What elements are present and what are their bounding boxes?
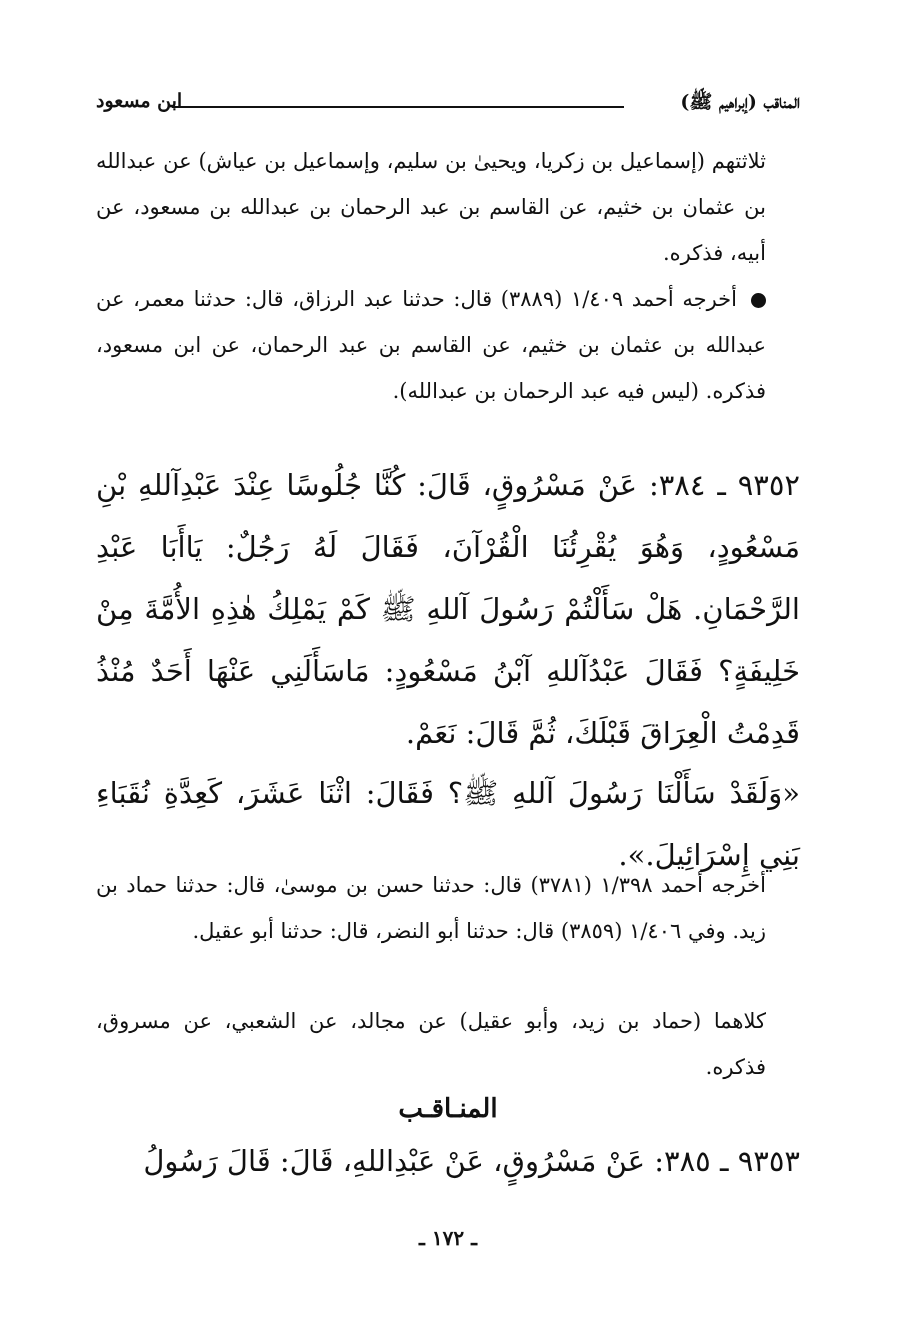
takhrij-paragraph (96, 276, 800, 414)
source-chain-paragraph: ثلاثتهم (إسماعيل بن زكريا، ويحيىٰ بن سليم، وإسماعيل بن عياش) عن عبدالله بن عثمان بن خثيم، عن القاسم بن عبد الرحمان بن عبدالله بن مسعود، عن أبيه، فذكره. (96, 149, 766, 265)
hadith-9353-text: ٩٣٥٣ ـ ٣٨٥: عَنْ مَسْرُوقٍ، عَنْ عَبْدِاللهِ، قَالَ: قَالَ رَسُولُ (143, 1144, 800, 1178)
takhrij-paragraph-2: أخرجه أحمد ١/٣٩٨ (٣٧٨١) قال: حدثنا حسن بن موسىٰ، قال: حدثنا حماد بن زيد. وفي ١/٤٠٦ (٣٨٥٩) قال: حدثنا أبو النضر، قال: حدثنا أبو عقيل. (96, 873, 766, 943)
bullet-icon (751, 293, 766, 308)
hadith-9352-text: ٩٣٥٢ ـ ٣٨٤: عَنْ مَسْرُوقٍ، قَالَ: كُنَّا جُلُوسًا عِنْدَ عَبْدِآللهِ بْنِ مَسْعُودٍ، وَهُوَ يُقْرِئُنَا الْقُرْآنَ، فَقَالَ لَهُ رَجُلٌ: يَاأَبَا عَبْدِ الرَّحْمَانِ. هَلْ سَأَلْتُمْ رَسُولَ آللهِ ﷺ كَمْ يَمْلِكُ هٰذِهِ الأُمَّةَ مِنْ خَلِيفَةٍ؟ فَقَالَ عَبْدُآللهِ آبْنُ مَسْعُودٍ: مَاسَأَلَنِي عَنْهَا أَحَدٌ مُنْذُ قَدِمْتُ الْعِرَاقَ قَبْلَكَ، ثُمَّ قَالَ: نَعَمْ. (96, 468, 801, 750)
page-number: ـ ١٧٢ ـ (419, 1226, 477, 1250)
isnad-summary-paragraph: كلاهما (حماد بن زيد، وأبو عقيل) عن مجالد، عن الشعبي، عن مسروق، فذكره. (96, 1009, 766, 1079)
header-chapter-title: ابن مسعود (96, 90, 183, 112)
hadith-9352-quote: «وَلَقَدْ سَأَلْنَا رَسُولَ آللهِ ﷺ؟ فَقَالَ: اثْنَا عَشَرَ، كَعِدَّةِ نُقَبَاءِ بَنِي إِسْرَائِيلَ.». (96, 776, 800, 872)
header-rule (172, 106, 624, 108)
header-section-title: المناقب (إبراهيم ﷺ) (680, 91, 800, 113)
book-page (96, 86, 800, 1266)
running-header (96, 86, 800, 122)
takhrij-text: أخرجه أحمد ١/٤٠٩ (٣٨٨٩) قال: حدثنا عبد الرزاق، قال: حدثنا معمر، عن عبدالله بن عثمان بن خثيم، عن القاسم بن عبد الرحمان، عن ابن مسعود، فذكره. (ليس فيه عبد الرحمان بن عبدالله). (96, 287, 766, 403)
section-heading: المنـاقـب (398, 1094, 498, 1124)
